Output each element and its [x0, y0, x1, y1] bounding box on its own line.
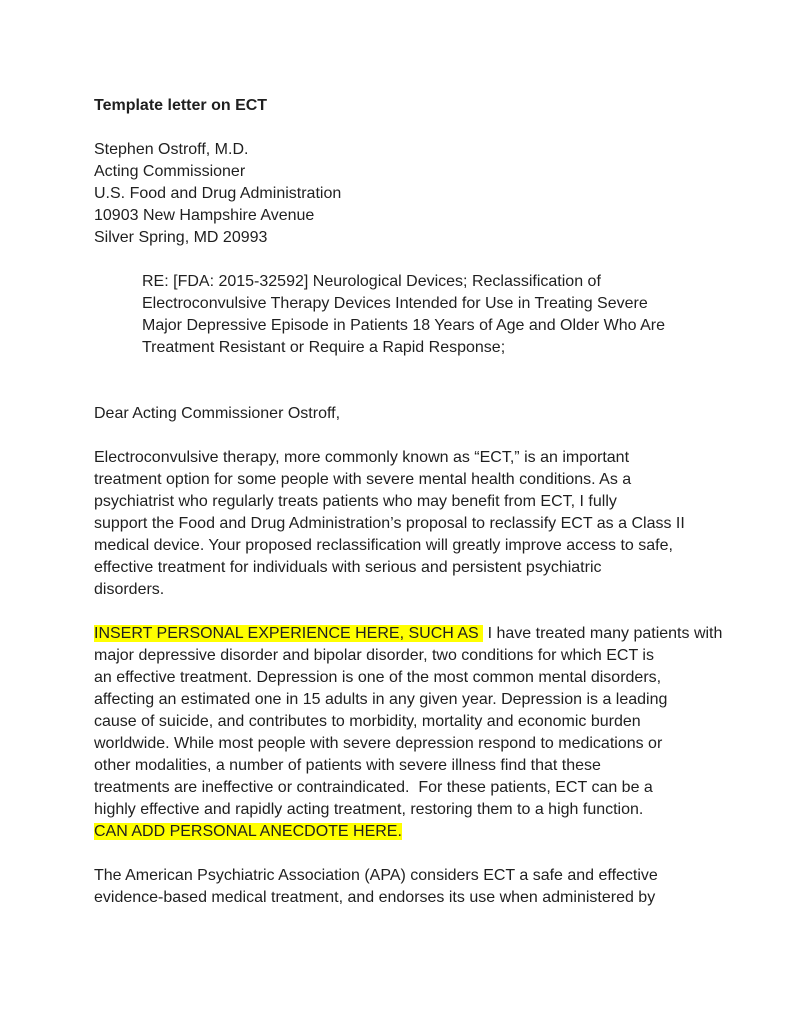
text-line: [94, 821, 707, 843]
text-line: 10903 New Hampshire Avenue: [94, 207, 315, 224]
text-line: Electroconvulsive therapy, more commonly known as “ECT,” is an important: [94, 449, 630, 466]
highlight-insert-personal-experience: INSERT PERSONAL EXPERIENCE HERE, SUCH AS: [94, 625, 484, 642]
text-line: Acting Commissioner: [94, 163, 246, 180]
text-line: medical device. Your proposed reclassification will greatly improve access to safe,: [94, 537, 673, 554]
line-rest-text: I have treated many patients with: [483, 625, 723, 642]
text-line: evidence-based medical treatment, and endorses its use when administered by: [94, 889, 656, 906]
text-line: major depressive disorder and bipolar disorder, two conditions for which ECT is: [94, 647, 654, 664]
text-line: disorders.: [94, 581, 165, 598]
text-line: treatments are ineffective or contraindicated. For these patients, ECT can be a: [94, 779, 653, 796]
text-line: other modalities, a number of patients with severe illness find that these: [94, 757, 601, 774]
highlight-can-add-anecdote: CAN ADD PERSONAL ANECDOTE HERE.: [94, 823, 402, 840]
text-line: an effective treatment. Depression is one of the most common mental disorders,: [94, 669, 662, 686]
recipient-address-block: [94, 139, 707, 249]
text-line: treatment option for some people with severe mental health conditions. As a: [94, 471, 632, 488]
paragraph-support: [94, 447, 707, 601]
paragraph-apa: [94, 865, 707, 909]
text-line: RE: [FDA: 2015-32592] Neurological Devices; Reclassification of: [142, 273, 601, 290]
text-line: affecting an estimated one in 15 adults in any given year. Depression is a leading: [94, 691, 668, 708]
text-line: cause of suicide, and contributes to morbidity, mortality and economic burden: [94, 713, 641, 730]
paragraph-personal-experience: [94, 623, 723, 843]
document-title: Template letter on ECT: [94, 97, 268, 114]
paragraph-personal-experience-body: [94, 645, 707, 821]
text-line: Major Depressive Episode in Patients 18 Years of Age and Older Who Are: [142, 317, 665, 334]
text-line: psychiatrist who regularly treats patients who may benefit from ECT, I fully: [94, 493, 617, 510]
text-line: U.S. Food and Drug Administration: [94, 185, 342, 202]
text-line: [94, 623, 723, 645]
text-line: Electroconvulsive Therapy Devices Intended for Use in Treating Severe: [142, 295, 648, 312]
text-line: highly effective and rapidly acting treatment, restoring them to a high function.: [94, 801, 644, 818]
text-line: effective treatment for individuals with serious and persistent psychiatric: [94, 559, 602, 576]
re-subject-block: [142, 271, 707, 359]
text-line: support the Food and Drug Administration’s proposal to reclassify ECT as a Class II: [94, 515, 685, 532]
salutation: Dear Acting Commissioner Ostroff,: [94, 405, 341, 422]
text-line: Silver Spring, MD 20993: [94, 229, 268, 246]
text-line: worldwide. While most people with severe depression respond to medications or: [94, 735, 663, 752]
text-line: The American Psychiatric Association (APA) considers ECT a safe and effective: [94, 867, 658, 884]
text-line: Treatment Resistant or Require a Rapid Response;: [142, 339, 506, 356]
text-line: Stephen Ostroff, M.D.: [94, 141, 249, 158]
